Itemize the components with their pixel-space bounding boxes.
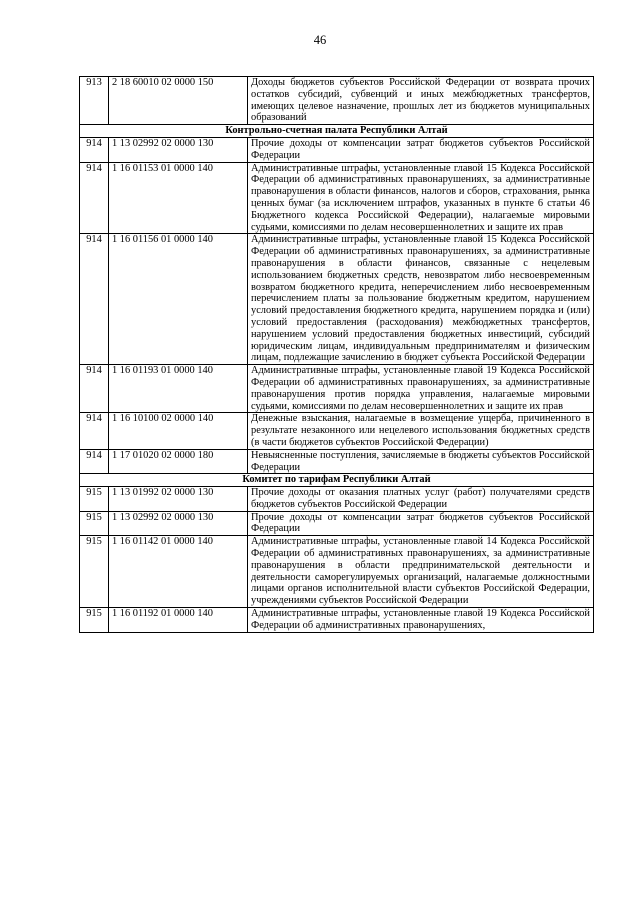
section-header-row xyxy=(80,474,594,487)
table-row xyxy=(80,449,594,474)
budget-classification-code-cell: 2 18 60010 02 0000 150 xyxy=(109,77,248,125)
table-row xyxy=(80,365,594,413)
revenue-name-cell: Административные штрафы, установленные главой 19 Кодекса Российской Федерации об административных правонарушениях, xyxy=(248,608,594,633)
table-row xyxy=(80,608,594,633)
administrator-code-cell: 915 xyxy=(80,608,109,633)
administrator-code-cell: 914 xyxy=(80,449,109,474)
table-row xyxy=(80,413,594,449)
administrator-code-cell: 914 xyxy=(80,162,109,234)
budget-classification-code-cell: 1 16 01192 01 0000 140 xyxy=(109,608,248,633)
revenue-name-cell: Административные штрафы, установленные главой 15 Кодекса Российской Федерации об административных правонарушениях, за административные правонарушения в области финансов, связанные с нецелевым использованием бюджетных средств, невозвратом либо несвоевременным возвратом бюджетного кредита, неперечислением либо несвоевременным перечислением платы за пользование бюджетным кредитом, нарушением условий предоставления бюджетного кредита, нарушением порядка и (или) условий предоставления (расходования) межбюджетных трансфертов, нарушением условий предоставления бюджетных инвестиций, субсидий юридическим лицам, индивидуальным предпринимателям и физическим лицам, подлежащие зачислению в бюджет субъекта Российской Федерации xyxy=(248,234,594,365)
revenue-name-cell: Доходы бюджетов субъектов Российской Федерации от возврата прочих остатков субсидий, субвенций и иных межбюджетных трансфертов, имеющих целевое назначение, прошлых лет из бюджетов муниципальных образований xyxy=(248,77,594,125)
administrator-code-cell: 914 xyxy=(80,137,109,162)
administrator-code-cell: 915 xyxy=(80,487,109,512)
revenue-name-cell: Административные штрафы, установленные главой 19 Кодекса Российской Федерации об административных правонарушениях, за административные правонарушения против порядка управления, налагаемые мировыми судьями, комиссиями по делам несовершеннолетних и защите их прав xyxy=(248,365,594,413)
administrator-code-cell: 915 xyxy=(80,536,109,608)
table-row xyxy=(80,162,594,234)
section-header-row xyxy=(80,125,594,138)
budget-classification-code-cell: 1 17 01020 02 0000 180 xyxy=(109,449,248,474)
administrator-code-cell: 914 xyxy=(80,365,109,413)
budget-classification-code-cell: 1 13 01992 02 0000 130 xyxy=(109,487,248,512)
table-body xyxy=(80,77,594,633)
budget-classification-code-cell: 1 13 02992 02 0000 130 xyxy=(109,511,248,536)
budget-classification-code-cell: 1 16 10100 02 0000 140 xyxy=(109,413,248,449)
revenue-name-cell: Прочие доходы от компенсации затрат бюджетов субъектов Российской Федерации xyxy=(248,137,594,162)
administrator-code-cell: 915 xyxy=(80,511,109,536)
page-number: 46 xyxy=(313,33,327,47)
administrator-code-cell: 914 xyxy=(80,413,109,449)
section-title: Комитет по тарифам Республики Алтай xyxy=(80,474,594,487)
table-row xyxy=(80,77,594,125)
budget-classification-code-cell: 1 16 01156 01 0000 140 xyxy=(109,234,248,365)
revenue-name-cell: Денежные взыскания, налагаемые в возмещение ущерба, причиненного в результате незаконного или нецелевого использования бюджетных средств (в части бюджетов субъектов Российской Федерации) xyxy=(248,413,594,449)
table-row xyxy=(80,536,594,608)
revenue-name-cell: Прочие доходы от оказания платных услуг (работ) получателями средств бюджетов субъектов Российской Федерации xyxy=(248,487,594,512)
budget-classification-code-cell: 1 16 01153 01 0000 140 xyxy=(109,162,248,234)
revenue-classification-table xyxy=(79,76,594,633)
administrator-code-cell: 913 xyxy=(80,77,109,125)
table-row xyxy=(80,137,594,162)
budget-classification-code-cell: 1 16 01193 01 0000 140 xyxy=(109,365,248,413)
table-row xyxy=(80,234,594,365)
revenue-name-cell: Административные штрафы, установленные главой 14 Кодекса Российской Федерации об административных правонарушениях, за административные правонарушения в области предпринимательской деятельности и деятельности саморегулируемых организаций, налагаемые должностными лицами органов исполнительной власти субъектов Российской Федерации, учреждениями субъектов Российской Федерации xyxy=(248,536,594,608)
revenue-name-cell: Административные штрафы, установленные главой 15 Кодекса Российской Федерации об административных правонарушениях, за административные правонарушения в области финансов, налогов и сборов, страхования, рынка ценных бумаг (за исключением штрафов, указанных в пункте 6 статьи 46 Бюджетного кодекса Российской Федерации), налагаемые мировыми судьями, комиссиями по делам несовершеннолетних и защите их прав xyxy=(248,162,594,234)
administrator-code-cell: 914 xyxy=(80,234,109,365)
budget-classification-code-cell: 1 16 01142 01 0000 140 xyxy=(109,536,248,608)
revenue-name-cell: Прочие доходы от компенсации затрат бюджетов субъектов Российской Федерации xyxy=(248,511,594,536)
budget-classification-code-cell: 1 13 02992 02 0000 130 xyxy=(109,137,248,162)
section-title: Контрольно-счетная палата Республики Алтай xyxy=(80,125,594,138)
table-row xyxy=(80,511,594,536)
table-row xyxy=(80,487,594,512)
revenue-name-cell: Невыясненные поступления, зачисляемые в бюджеты субъектов Российской Федерации xyxy=(248,449,594,474)
